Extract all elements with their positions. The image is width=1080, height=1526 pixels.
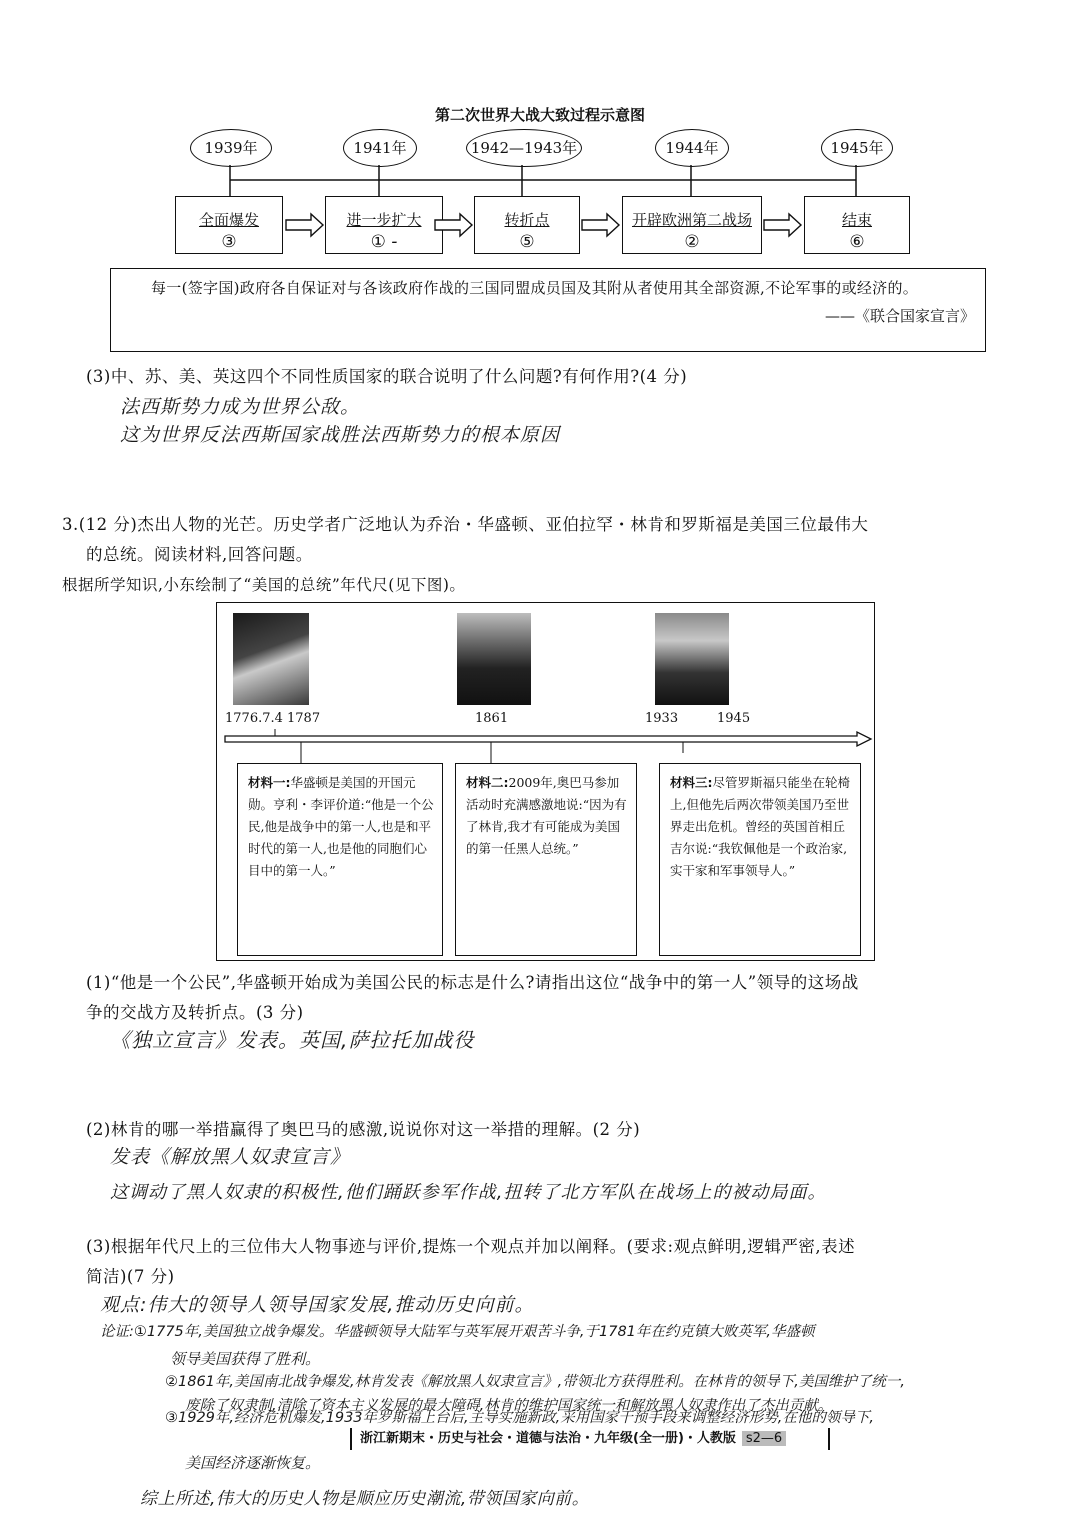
question-3-intro-line3: 根据所学知识,小东绘制了“美国的总统”年代尺(见下图)。 <box>62 576 466 594</box>
material-1-box <box>237 763 443 956</box>
stage-box-second-front <box>622 196 762 254</box>
stage-answer: ⑥ <box>849 232 865 252</box>
material-2-head: 材料二: <box>466 775 509 790</box>
stage-answer: ③ <box>221 232 237 252</box>
stage-label: 结束 <box>841 211 872 229</box>
answer-3-3-line5: 废除了奴隶制,清除了资本主义发展的最大障碍,林肯的维护国家统一和解放黑人奴隶作出了杰出贡献。 <box>185 1398 833 1414</box>
timeline-year-1776: 1776.7.4 <box>225 711 283 726</box>
material-2-text: 2009年,奥巴马参加活动时充满感激地说:“因为有了林肯,我才有可能成为美国的第一任黑人总统。” <box>466 775 627 856</box>
stage-label: 开辟欧洲第二战场 <box>631 211 752 229</box>
material-3-box <box>659 763 861 956</box>
timeline-year-1861: 1861 <box>475 711 509 726</box>
arrow-right-icon <box>285 212 325 238</box>
answer-3-2-line2: 这调动了黑人奴隶的积极性,他们踊跃参军作战,扭转了北方军队在战场上的被动局面。 <box>110 1182 827 1203</box>
question-2-3: (3)中、苏、美、英这四个不同性质国家的联合说明了什么问题?有何作用?(4 分) <box>86 367 688 386</box>
declaration-text: 每一(签字国)政府各自保证对与各该政府作战的三国同盟成员国及其附从者使用其全部资源,不论军事的或经济的。 <box>151 279 919 297</box>
stage-box-turning-point <box>474 196 580 254</box>
stage-box-expand <box>325 196 443 254</box>
answer-3-1: 《独立宣言》发表。英国,萨拉托加战役 <box>110 1028 475 1052</box>
arrow-right-icon <box>581 212 621 238</box>
answer-3-3-viewpoint: 观点:伟大的领导人领导国家发展,推动历史向前。 <box>100 1294 535 1316</box>
answer-3-3-line3: 领导美国获得了胜利。 <box>170 1350 321 1368</box>
answer-2-3-line2: 这为世界反法西斯国家战胜法西斯势力的根本原因 <box>120 424 561 446</box>
question-3-2: (2)林肯的哪一举措赢得了奥巴马的感激,说说你对这一举措的理解。(2 分) <box>86 1120 641 1139</box>
material-2-box <box>455 763 637 956</box>
stage-label: 转折点 <box>504 211 550 229</box>
question-3-1-line1: (1)“他是一个公民”,华盛顿开始成为美国公民的标志是什么?请指出这位“战争中的第一人”领导的这场战 <box>86 973 859 992</box>
answer-3-3-line7: 美国经济逐渐恢复。 <box>185 1454 321 1472</box>
answer-2-3-line1: 法西斯势力成为世界公敌。 <box>120 396 361 418</box>
answer-3-2-line1: 发表《解放黑人奴隶宣言》 <box>110 1146 351 1168</box>
timeline-year-1933: 1933 <box>645 711 679 726</box>
answer-3-3-line2: 论证:①1775年,美国独立战争爆发。华盛顿领导大陆军与英军展开艰苦斗争,于1781年在约克镇大败英军,华盛顿 <box>100 1324 815 1340</box>
arrow-right-icon <box>763 212 803 238</box>
year-ellipse-1939: 1939年 <box>190 129 272 167</box>
question-3-1-line2: 争的交战方及转折点。(3 分) <box>86 1003 304 1022</box>
year-ellipse-1941: 1941年 <box>343 129 417 167</box>
stage-answer: ⑤ <box>519 232 535 252</box>
material-3-text: 尽管罗斯福只能坐在轮椅上,但他先后两次带领美国乃至世界走出危机。曾经的英国首相丘吉尔说:“我钦佩他是一个政治家,实干家和军事领导人。” <box>670 775 851 878</box>
material-1-text: 华盛顿是美国的开国元勋。亨利・李评价道:“他是一个公民,他是战争中的第一人,也是和平时代的第一人,也是他的同胞们心目中的第一人。” <box>248 775 434 878</box>
stage-answer: ② <box>684 232 700 252</box>
question-3-3-line2: 简洁)(7 分) <box>86 1267 175 1286</box>
stage-box-outbreak <box>175 196 283 254</box>
stage-label: 进一步扩大 <box>346 211 422 229</box>
footer-text: 浙江新期末・历史与社会・道德与法治・九年级(全一册)・人教版 <box>360 1431 736 1446</box>
declaration-source: ——《联合国家宣言》 <box>824 307 975 325</box>
timeline-year-1787: 1787 <box>287 711 321 726</box>
stage-box-end <box>804 196 910 254</box>
question-3-intro-line2: 的总统。阅读材料,回答问题。 <box>86 545 313 564</box>
material-3-head: 材料三: <box>670 775 713 790</box>
material-1-head: 材料一: <box>248 775 291 790</box>
president-timeline-frame <box>216 602 875 961</box>
answer-3-3-line4: ②1861年,美国南北战争爆发,林肯发表《解放黑人奴隶宣言》,带领北方获得胜利。在林肯的领导下,美国维护了统一, <box>165 1374 905 1390</box>
year-ellipse-1945: 1945年 <box>821 129 893 167</box>
declaration-quote-box <box>110 268 986 352</box>
question-3-3-line1: (3)根据年代尺上的三位伟大人物事迹与评价,提炼一个观点并加以阐释。(要求:观点鲜明,逻辑严密,表述 <box>86 1237 856 1256</box>
timeline-axis <box>217 603 876 783</box>
footer-page-number: s2—6 <box>742 1431 786 1446</box>
answer-3-3-conclusion: 综上所述,伟大的历史人物是顺应历史潮流,带领国家向前。 <box>140 1489 590 1509</box>
answer-3-3-line6: ③1929年,经济危机爆发,1933年罗斯福上台后,主导实施新政,采用国家干预手段来调整经济形势,在他的领导下, <box>165 1410 874 1426</box>
year-ellipse-1942-1943: 1942—1943年 <box>466 129 582 167</box>
stage-answer: ① ‑ <box>370 232 398 252</box>
year-ellipse-1944: 1944年 <box>655 129 729 167</box>
diagram-title: 第二次世界大战大致过程示意图 <box>434 106 645 124</box>
page-footer <box>350 1428 830 1450</box>
question-3-intro-line1: 3.(12 分)杰出人物的光芒。历史学者广泛地认为乔治・华盛顿、亚伯拉罕・林肯和罗斯福是美国三位最伟大 <box>62 515 869 534</box>
timeline-year-1945: 1945 <box>717 711 751 726</box>
stage-label: 全面爆发 <box>198 211 259 229</box>
arrow-right-icon <box>434 212 474 238</box>
